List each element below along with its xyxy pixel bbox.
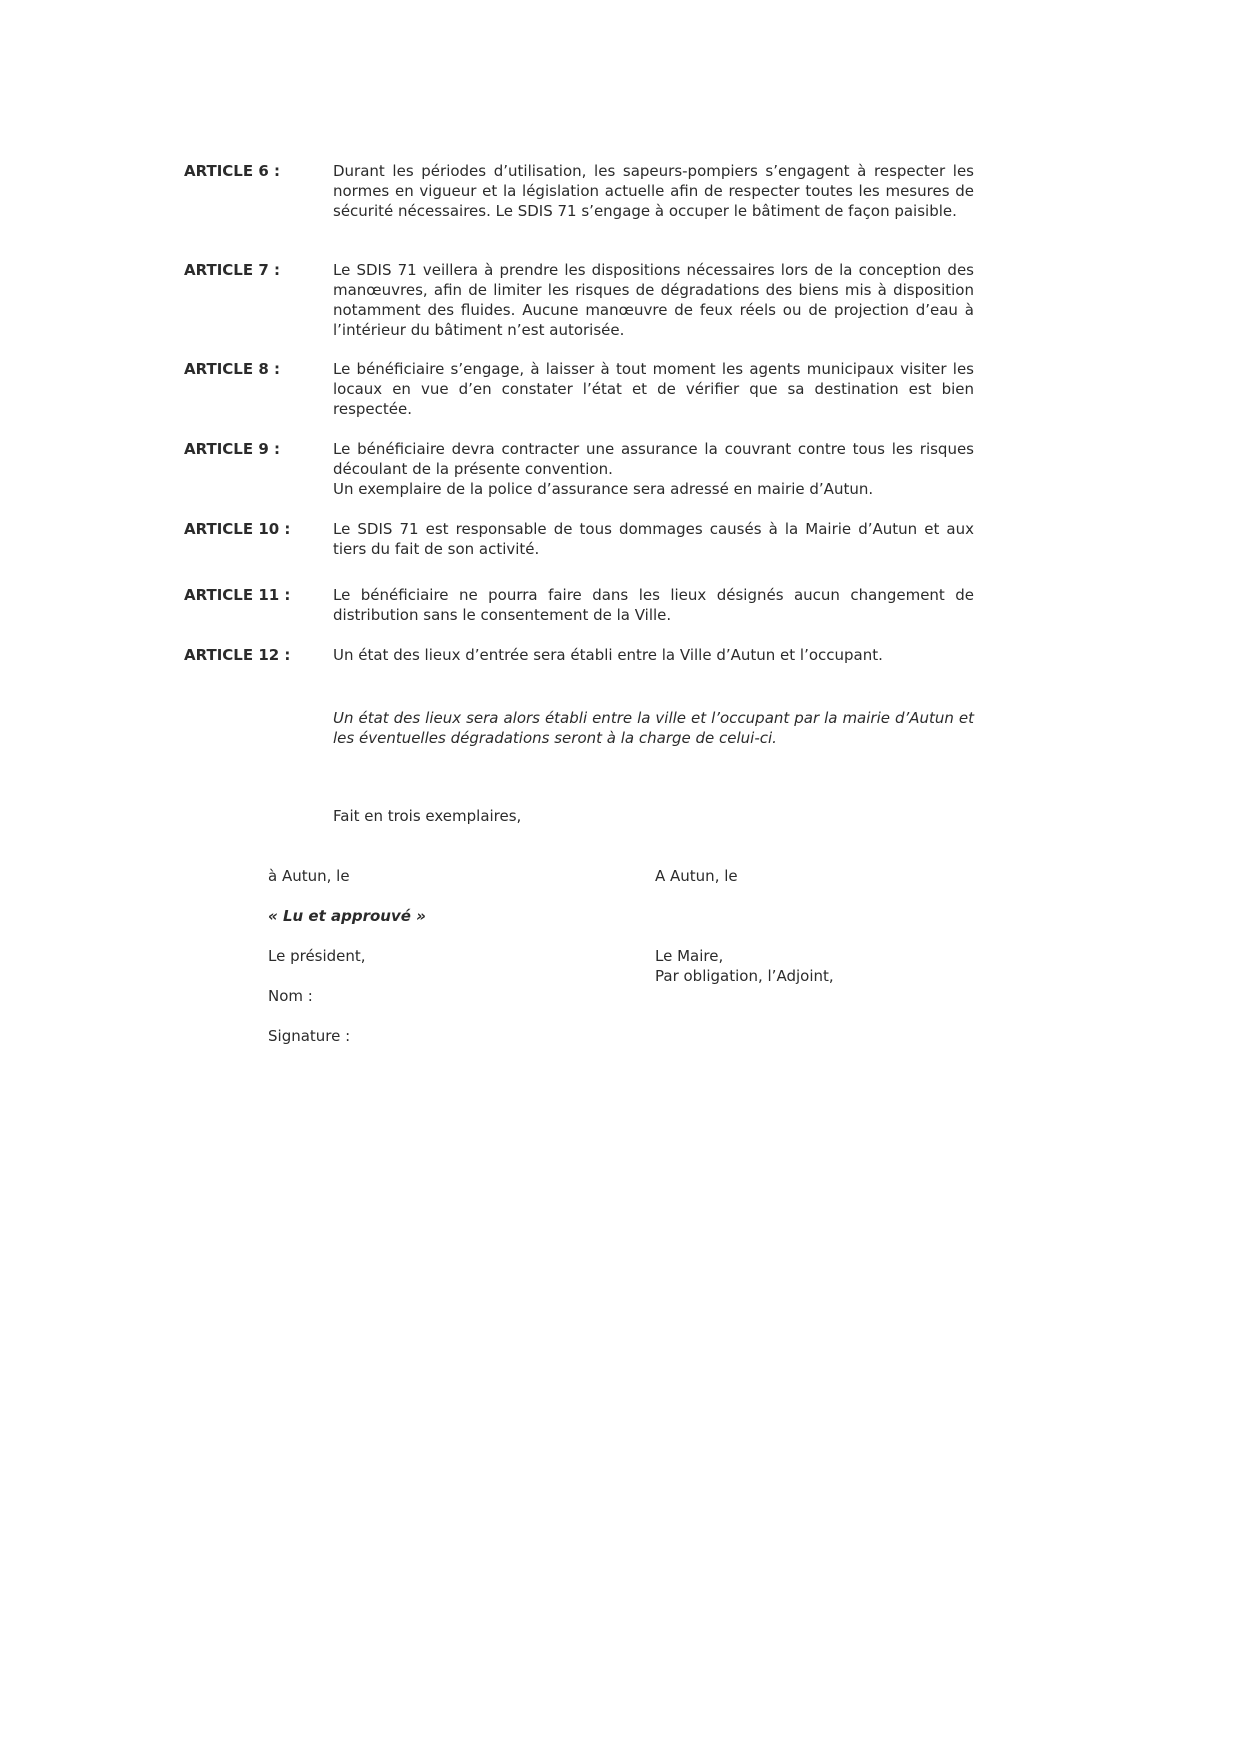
article-paragraph: Le SDIS 71 est responsable de tous dommages causés à la Mairie d’Autun et aux tiers du fait de son activité. xyxy=(333,520,974,558)
article-label: ARTICLE 8 : xyxy=(184,360,280,378)
signature-label: Signature : xyxy=(268,1027,351,1045)
mayor-role: Le Maire, xyxy=(655,947,724,965)
article-label: ARTICLE 9 : xyxy=(184,440,280,458)
article-paragraph: Le bénéficiaire s’engage, à laisser à tout moment les agents municipaux visiter les locaux en vue d’en constater l’état et de vérifier que sa destination est bien respectée. xyxy=(333,360,974,418)
deputy-delegation: Par obligation, l’Adjoint, xyxy=(655,967,834,985)
article-text xyxy=(333,260,974,340)
article-paragraph: Un état des lieux d’entrée sera établi entre la Ville d’Autun et l’occupant. xyxy=(333,646,883,664)
article-paragraph: Le bénéficiaire ne pourra faire dans les lieux désignés aucun changement de distribution sans le consentement de la Ville. xyxy=(333,586,974,624)
name-label: Nom : xyxy=(268,987,313,1005)
article-text xyxy=(333,645,974,665)
article-paragraph: Le bénéficiaire devra contracter une assurance la couvrant contre tous les risques découlant de la présente convention. xyxy=(333,440,974,478)
article-label: ARTICLE 10 : xyxy=(184,520,291,538)
article-text xyxy=(333,585,974,625)
left-place-date: à Autun, le xyxy=(268,867,350,885)
article-label: ARTICLE 11 : xyxy=(184,586,291,604)
article-text xyxy=(333,161,974,221)
closing-text: Fait en trois exemplaires, xyxy=(333,807,522,825)
right-place-date: A Autun, le xyxy=(655,867,738,885)
article-text xyxy=(333,519,974,559)
article-label: ARTICLE 7 : xyxy=(184,261,280,279)
article-paragraph: Le SDIS 71 veillera à prendre les dispositions nécessaires lors de la conception des manœuvres, afin de limiter les risques de dégradations des biens mis à disposition notamment des fluides. Aucune manœuvre de feux réels ou de projection d’eau à l’intérieur du bâtiment n’est autorisée. xyxy=(333,261,974,339)
article-paragraph: Un exemplaire de la police d’assurance sera adressé en mairie d’Autun. xyxy=(333,480,874,498)
inventory-note: Un état des lieux sera alors établi entre la ville et l’occupant par la mairie d’Autun et les éventuelles dégradations seront à la charge de celui-ci. xyxy=(333,709,974,747)
article-label: ARTICLE 6 : xyxy=(184,162,280,180)
approval-mention: « Lu et approuvé » xyxy=(268,907,426,925)
president-role: Le président, xyxy=(268,947,366,965)
article-paragraph: Durant les périodes d’utilisation, les sapeurs-pompiers s’engagent à respecter les normes en vigueur et la législation actuelle afin de respecter toutes les mesures de sécurité nécessaires. Le SDIS 71 s’engage à occuper le bâtiment de façon paisible. xyxy=(333,162,974,220)
article-text xyxy=(333,359,974,419)
article-label: ARTICLE 12 : xyxy=(184,646,291,664)
article-text xyxy=(333,439,974,499)
